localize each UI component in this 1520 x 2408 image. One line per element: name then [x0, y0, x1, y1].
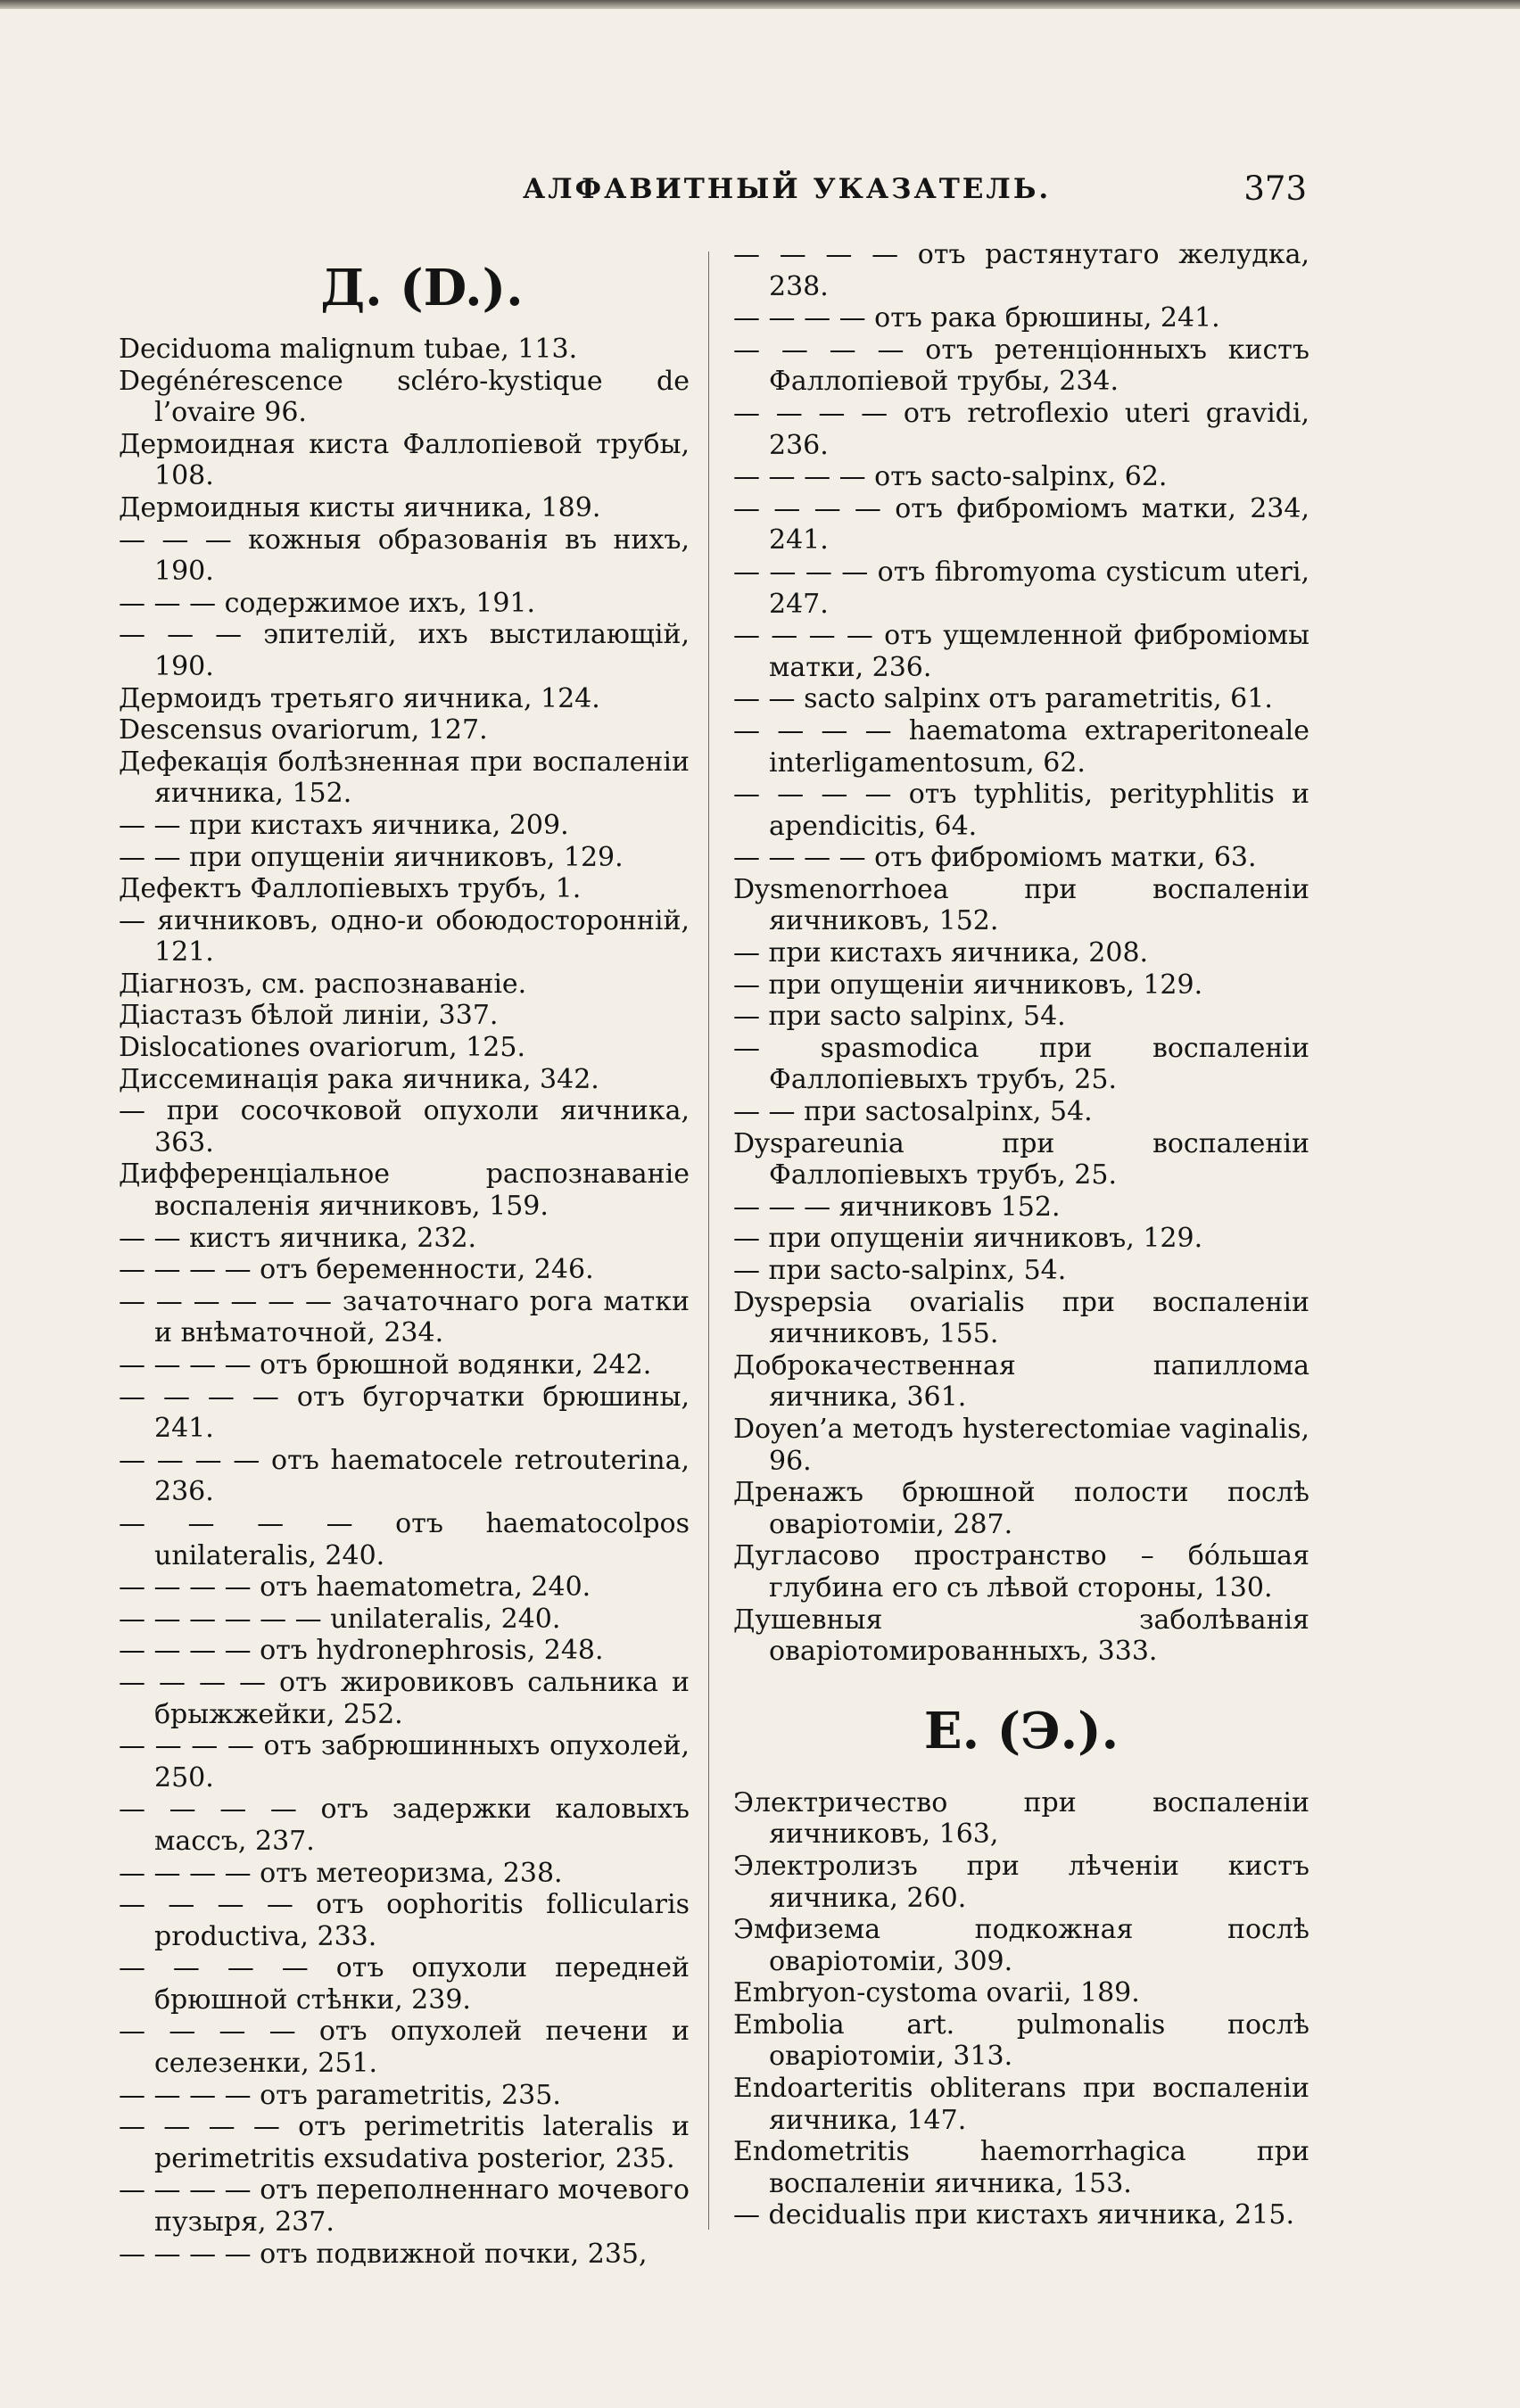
index-entry: — — — — отъ переполненнаго мочевого пузыря, 237.	[119, 2174, 690, 2239]
index-entry: Embryon-cystoma ovarii, 189.	[733, 1977, 1140, 2009]
index-entry: — при кистахъ яичника, 208.	[733, 937, 1149, 969]
index-entry: — — — — отъ бугорчатки брюшины, 241.	[119, 1381, 690, 1445]
index-entry: — — — — отъ parametritis, 235.	[119, 2079, 561, 2111]
index-entry: — — — яичниковъ 152.	[733, 1191, 1061, 1223]
index-entry: — — — — отъ haematocolpos unilateralis, 240.	[119, 1507, 690, 1571]
index-entry: Дифференціальное распознаваніе воспаленія яичниковъ, 159.	[119, 1159, 690, 1223]
index-entry: — — — — отъ брюшной водянки, 242.	[119, 1349, 652, 1381]
index-entry: Dislocationes ovariorum, 125.	[119, 1032, 525, 1064]
index-entry: — — — — отъ typhlitis, perityphlitis и apendicitis, 64.	[733, 779, 1309, 842]
index-entry: Дренажъ брюшной полости послѣ оваріотоміи, 287.	[733, 1477, 1309, 1540]
index-entry: — — кистъ яичника, 232.	[119, 1222, 477, 1254]
running-header	[116, 169, 1307, 214]
index-entry: Эмфизема подкожная послѣ оваріотоміи, 309.	[733, 1914, 1309, 1977]
index-entry: Deciduoma malignum tubae, 113.	[119, 334, 578, 365]
section-heading-d: Д. (D.).	[320, 259, 524, 317]
index-entry: Endoarteritis obliterans при воспаленіи яичника, 147.	[733, 2073, 1309, 2136]
index-entry: — — — — отъ фиброміомъ матки, 234, 241.	[733, 492, 1309, 557]
index-entry: — — — — haematoma extraperitoneale interligamentosum, 62.	[733, 714, 1309, 779]
index-entry: — decidualis при кистахъ яичника, 215.	[733, 2199, 1294, 2231]
index-entry: — — — — отъ подвижной почки, 235,	[119, 2238, 648, 2270]
index-entry: Descensus ovariorum, 127.	[119, 714, 488, 746]
index-entry: Dyspareunia при воспаленіи Фаллопіевыхъ трубъ, 25.	[733, 1127, 1309, 1192]
index-entry: — — — — отъ retroflexio uteri gravidi, 236.	[733, 397, 1309, 461]
index-entry: — при sacto salpinx, 54.	[733, 1001, 1066, 1033]
index-entry: — — — — — — unilateralis, 240.	[119, 1603, 561, 1635]
left-column	[119, 239, 690, 2270]
right-column	[733, 239, 1309, 2231]
index-entry: Доброкачественная папиллома яичника, 361.	[733, 1349, 1309, 1414]
index-entry: — — — — отъ фиброміомъ матки, 63.	[733, 842, 1257, 874]
index-entry: — при sacto-salpinx, 54.	[733, 1255, 1067, 1286]
index-entry: — — при sactosalpinx, 54.	[733, 1096, 1093, 1128]
page-top-edge	[0, 0, 1520, 9]
index-entry: Endometritis haemorrhagica при воспаленіи яичника, 153.	[733, 2136, 1309, 2199]
index-entry: Dysmenorrhoea при воспаленіи яичниковъ, 152.	[733, 873, 1309, 937]
index-entry: — — — — отъ hydronephrosis, 248.	[119, 1635, 604, 1667]
index-entry: — — — — отъ sacto-salpinx, 62.	[733, 461, 1168, 493]
index-entry: Dyspepsia ovarialis при воспаленіи яичниковъ, 155.	[733, 1286, 1309, 1350]
index-entry: — — при кистахъ яичника, 209.	[119, 809, 569, 841]
index-entry: Дефектъ Фаллопіевыхъ трубъ, 1.	[119, 873, 582, 905]
index-entry: — — при опущеніи яичниковъ, 129.	[119, 841, 624, 873]
index-entry: — — — — отъ haematocele retrouterina, 236.	[119, 1444, 690, 1508]
index-entry: — при опущеніи яичниковъ, 129.	[733, 969, 1203, 1001]
index-entry: Диссеминація рака яичника, 342.	[119, 1063, 599, 1095]
index-entry: Электролизъ при лѣченіи кистъ яичника, 260.	[733, 1850, 1309, 1914]
index-entry: — — — — отъ haematometra, 240.	[119, 1571, 591, 1604]
index-entry: — при опущеніи яичниковъ, 129.	[733, 1223, 1203, 1255]
index-entry: — — — — отъ опухолей печени и селезенки, 251.	[119, 2016, 690, 2080]
index-entry: — — — — отъ растянутаго желудка, 238.	[733, 239, 1309, 302]
index-entry: — — — — — — зачаточнаго рога матки и внѣматочной, 234.	[119, 1285, 690, 1349]
index-entry: Degénérescence scléro-kystique de l’ovaire 96.	[119, 365, 690, 429]
index-entry: Дермоидныя кисты яичника, 189.	[119, 491, 601, 524]
index-entry: — при сосочковой опухоли яичника, 363.	[119, 1095, 690, 1159]
page-number: 373	[1243, 169, 1307, 208]
index-entry: Дугласово пространство – бóльшая глубина его съ лѣвой стороны, 130.	[733, 1540, 1309, 1604]
index-entry: — — — эпителій, ихъ выстилающій, 190.	[119, 619, 690, 682]
index-entry: — — — — отъ ущемленной фиброміомы матки, 236.	[733, 620, 1309, 683]
running-title: АЛФАВИТНЫЙ УКАЗАТЕЛЬ.	[523, 173, 1052, 205]
index-entry: Электричество при воспаленіи яичниковъ, 163,	[733, 1786, 1309, 1851]
index-list-d	[119, 334, 690, 2270]
column-divider	[708, 252, 709, 2230]
index-entry: Дефекація болѣзненная при воспаленіи яичника, 152.	[119, 746, 690, 810]
index-entry: — — sacto salpinx отъ parametritis, 61.	[733, 683, 1273, 715]
index-entry: — spasmodica при воспаленіи Фаллопіевыхъ трубъ, 25.	[733, 1032, 1309, 1096]
index-entry: Душевныя заболѣванія оваріотомированныхъ, 333.	[733, 1604, 1309, 1668]
index-entry: — — — — отъ задержки каловыхъ массъ, 237.	[119, 1794, 690, 1857]
index-entry: — — — — отъ опухоли передней брюшной стѣнки, 239.	[119, 1952, 690, 2016]
section-heading-e: Е. (Э.).	[923, 1701, 1119, 1761]
index-entry: — — — — отъ fibromyoma cysticum uteri, 247.	[733, 556, 1309, 620]
index-entry: — — — — отъ perimetritis lateralis и perimetritis exsudativa posterior, 235.	[119, 2111, 690, 2174]
index-entry: — — — — отъ беременности, 246.	[119, 1254, 594, 1286]
index-entry: Діастазъ бѣлой линіи, 337.	[119, 1000, 499, 1032]
index-entry: — яичниковъ, одно-и обоюдосторонній, 121.	[119, 904, 690, 969]
index-list-d-continued	[733, 239, 1309, 1668]
index-entry: Doyen’a методъ hysterectomiae vaginalis, 96.	[733, 1413, 1309, 1477]
index-entry: — — — — отъ ретенціонныхъ кистъ Фаллопіевой трубы, 234.	[733, 334, 1309, 398]
index-entry: — — — содержимое ихъ, 191.	[119, 587, 536, 619]
index-entry: — — — — отъ метеоризма, 238.	[119, 1857, 563, 1889]
index-entry: — — — — отъ забрюшинныхъ опухолей, 250.	[119, 1730, 690, 1794]
index-entry: Embolia art. pulmonalis послѣ оваріотоміи, 313.	[733, 2008, 1309, 2073]
index-entry: — — — — отъ жировиковъ сальника и брыжжейки, 252.	[119, 1666, 690, 1730]
index-entry: — — — — отъ oophoritis follicularis productiva, 233.	[119, 1889, 690, 1952]
index-entry: — — — — отъ рака брюшины, 241.	[733, 302, 1220, 334]
index-entry: Дермоидная киста Фаллопіевой трубы, 108.	[119, 428, 690, 492]
index-entry: Дермоидъ третьяго яичника, 124.	[119, 682, 600, 714]
index-list-e	[733, 1787, 1309, 2231]
index-entry: Діагнозъ, см. распознаваніе.	[119, 968, 527, 1000]
index-entry: — — — кожныя образованія въ нихъ, 190.	[119, 524, 690, 588]
